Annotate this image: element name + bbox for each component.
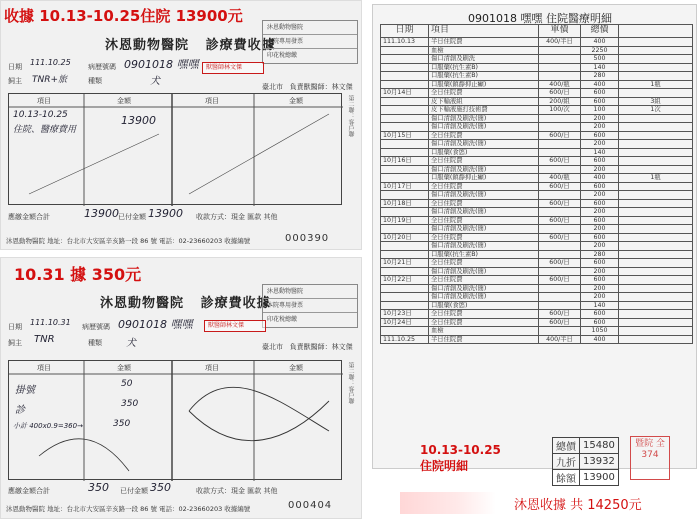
statement-row: 10月15日 全日住院費 600/日 600 — [381, 131, 693, 140]
statement-row: 皮下輸液組 200/組 600 3組 — [381, 97, 693, 106]
statement-row: 傷口清創及刷洗(簡) 200 — [381, 208, 693, 217]
date-value: 111.10.31 — [30, 318, 71, 327]
copy-note: 第二聯：客戶聯 — [347, 362, 354, 404]
statement-row: 口服藥(鎮靜抑止癲) 400/瓶 400 1瓶 — [381, 80, 693, 89]
total-value: 350 — [88, 481, 109, 494]
statement-row: 皮下輸液施打技術費 100/次 100 1次 — [381, 106, 693, 115]
line-amount: 50 — [121, 379, 133, 389]
total-label: 應繳金額合計 — [8, 213, 50, 221]
receipt-footer: 沐恩動物醫院 地址：台北市大安區辛亥路一段 86 號 電話：02-23660203 收據編號 — [6, 505, 251, 513]
paid-value: 350 — [150, 481, 171, 494]
statement-summary — [552, 437, 619, 486]
statement-row: 口服藥(食慾) 140 — [381, 148, 693, 157]
line-item: 診 — [15, 405, 25, 416]
address-short: 臺北市 負責獸醫師：林文傑 — [262, 83, 353, 91]
total-label: 應繳金額合計 — [8, 487, 50, 495]
statement-row: 10月20日 全日住院費 600/日 600 — [381, 233, 693, 242]
line-amount: 350 — [121, 399, 139, 409]
statement-row: 傷口清創及刷洗(簡) 200 — [381, 267, 693, 276]
species-value: 犬 — [126, 338, 136, 349]
clinic-stamp: 暨院 全 374 — [630, 436, 670, 480]
statement-row: 10月14日 全日住院費 600/日 600 — [381, 89, 693, 98]
statement-table — [380, 24, 693, 344]
chart-label: 病歷號碼 — [88, 63, 116, 71]
line-item: 掛號 — [15, 385, 35, 396]
summary-row: 餘額 13900 — [553, 470, 619, 486]
statement-row: 10月21日 全日住院費 600/日 600 — [381, 259, 693, 268]
paid-value: 13900 — [148, 207, 183, 220]
chart-label: 病歷號碼 — [82, 323, 110, 331]
receipt-serial: 000404 — [288, 500, 333, 511]
paid-label: 已付金額 — [120, 487, 148, 495]
statement-row: 111.10.25 半日住院費 400/半日 400 — [381, 335, 693, 344]
chart-value: 0901018 嘿嘿 — [118, 318, 193, 331]
date-label: 日期 — [8, 323, 22, 331]
species-label: 種類 — [88, 339, 102, 347]
statement-row: 傷口清創及刷洗(簡) 200 — [381, 284, 693, 293]
statement-row: 口服藥(抗生素B) 280 — [381, 72, 693, 81]
address-short: 臺北市 負責獸醫師：林文傑 — [262, 343, 353, 351]
receipt-top-info-box: 沐恩動物醫院 本院專用發票 印花稅總繳 — [262, 20, 358, 64]
owner-value: TNR — [34, 334, 55, 345]
statement-row: 10月24日 全日住院費 600/日 600 — [381, 318, 693, 327]
owner-label: 飼主 — [8, 77, 22, 85]
statement-row: 傷口清創及刷洗(簡) 200 — [381, 140, 693, 149]
receipt-bottom-info-box: 沐恩動物醫院 本院專用發票 印花稅總繳 — [262, 284, 358, 328]
statement-row: 傷口清創及刷洗(簡) 200 — [381, 123, 693, 132]
statement-row: 血檢 2250 — [381, 46, 693, 55]
total-value: 13900 — [84, 207, 119, 220]
redacted-bar — [400, 492, 496, 514]
statement-row: 傷口清創及刷洗(簡) 200 — [381, 225, 693, 234]
line-amount: 350 — [113, 419, 131, 429]
statement-row: 傷口清創及刷洗 500 — [381, 55, 693, 64]
date-label: 日期 — [8, 63, 22, 71]
statement-row: 口服藥(抗生素B) 280 — [381, 250, 693, 259]
statement-row: 血檢 1050 — [381, 327, 693, 336]
statement-row: 10月19日 全日住院費 600/日 600 — [381, 216, 693, 225]
line-item: 住院、醫療費用 — [13, 125, 77, 135]
copy-note: 第二聯：客戶聯 — [347, 95, 354, 137]
statement-row: 傷口清創及刷洗(簡) 200 — [381, 242, 693, 251]
statement-row: 10月22日 全日住院費 600/日 600 — [381, 276, 693, 285]
statement-row: 111.10.13 半日住院費 400/半日 400 — [381, 38, 693, 47]
pay-method: 收款方式：現金 匯款 其他 — [196, 487, 278, 495]
summary-row: 九折 13932 — [553, 454, 619, 470]
summary-row: 總價 15480 — [553, 438, 619, 454]
items-grid-top: 項目 金額 項目 金額 10.13-10.25 住院、醫療費用 13900 — [8, 93, 342, 205]
statement-row: 傷口清創及刷洗(簡) 200 — [381, 293, 693, 302]
chart-value: 0901018 嘿嘿 — [124, 58, 199, 71]
pay-method: 收款方式：現金 匯款 其他 — [196, 213, 278, 221]
statement-row: 口服藥(鎮靜抑止癲) 400/瓶 400 1瓶 — [381, 174, 693, 183]
receipt-top-hospital: 沐恩動物醫院 診療費收據 — [105, 38, 276, 53]
statement-row: 10月23日 全日住院費 600/日 600 — [381, 310, 693, 319]
statement-row: 口服藥(食慾) 140 — [381, 301, 693, 310]
statement-row: 10月18日 全日住院費 600/日 600 — [381, 199, 693, 208]
owner-value: TNR+旅 — [32, 75, 68, 85]
date-value: 111.10.25 — [30, 58, 71, 67]
caption-top-left: 收據 10.13-10.25住院 13900元 — [4, 7, 243, 25]
caption-bottom-right: 沐恩收據 共 14250元 — [514, 498, 642, 513]
receipt-serial: 000390 — [285, 233, 330, 244]
receipt-footer: 沐恩動物醫院 地址：台北市大安區辛亥路一段 86 號 電話：02-23660203 收據編號 — [6, 237, 251, 245]
statement-row: 口服藥(抗生素B) 140 — [381, 63, 693, 72]
vet-stamp: 獸醫師林文傑 — [202, 62, 264, 74]
statement-title: 0901018 嘿嘿 住院醫療明細 — [468, 12, 612, 25]
statement-row: 傷口清創及刷洗(簡) 200 — [381, 114, 693, 123]
line-amount: 13900 — [121, 114, 156, 127]
caption-statement: 10.13-10.25 住院明細 — [420, 443, 501, 473]
owner-label: 飼主 — [8, 339, 22, 347]
species-label: 種類 — [88, 77, 102, 85]
statement-row: 10月17日 全日住院費 600/日 600 — [381, 182, 693, 191]
items-grid-bottom: 項目 金額 項目 金額 掛號 50 診 350 小計 400x0.9=360→ 350 — [8, 360, 342, 480]
paid-label: 已付金額 — [118, 213, 146, 221]
statement-row: 傷口清創及刷洗(簡) 200 — [381, 191, 693, 200]
statement-header-row: 日期 項目 單價 總價 — [381, 25, 693, 38]
caption-bottom-left: 10.31 據 350元 — [14, 265, 142, 284]
statement-row: 10月16日 全日住院費 600/日 600 — [381, 157, 693, 166]
line-item: 10.13-10.25 — [13, 110, 68, 120]
line-item: 小計 400x0.9=360→ — [13, 422, 83, 430]
statement-row: 傷口清創及刷洗(簡) 200 — [381, 165, 693, 174]
receipt-bottom-hospital: 沐恩動物醫院 診療費收據 — [100, 296, 271, 311]
vet-stamp: 獸醫師林文傑 — [204, 320, 266, 332]
species-value: 犬 — [150, 76, 160, 87]
